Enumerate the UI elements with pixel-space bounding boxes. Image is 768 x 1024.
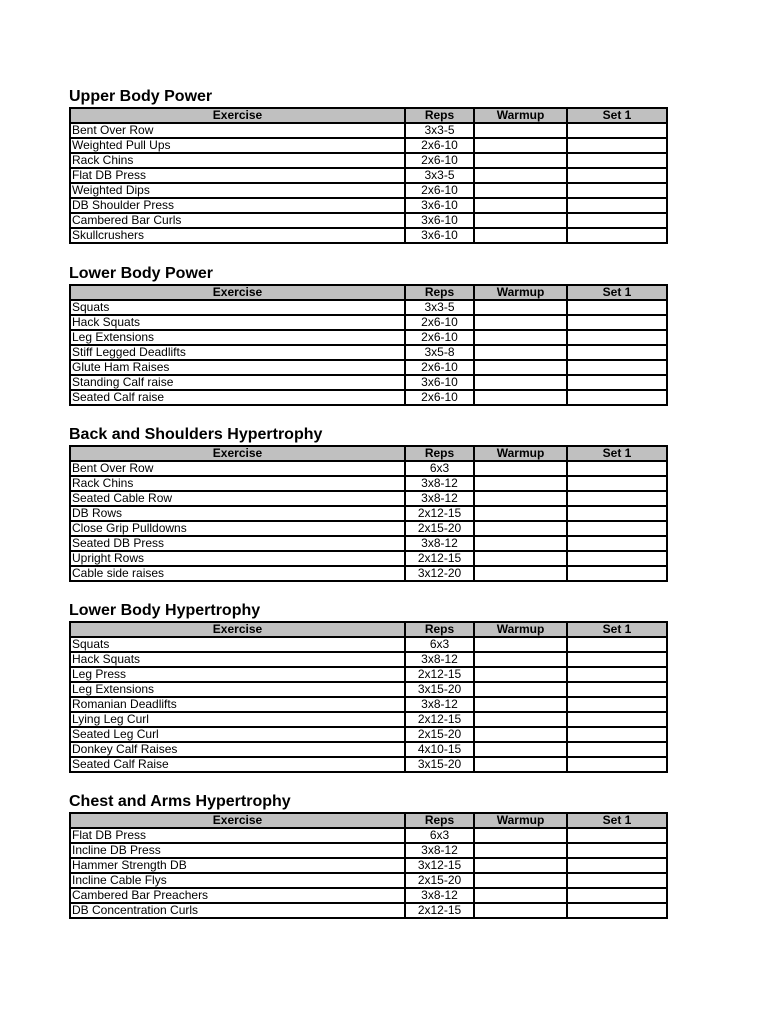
warmup-cell[interactable]: [474, 330, 567, 345]
warmup-cell[interactable]: [474, 300, 567, 315]
table-row: [70, 390, 667, 405]
warmup-cell[interactable]: [474, 521, 567, 536]
set-1-cell[interactable]: [567, 697, 667, 712]
table-row: [70, 667, 667, 682]
reps-cell: 3x8-12: [405, 491, 474, 506]
warmup-cell[interactable]: [474, 652, 567, 667]
set-1-cell[interactable]: [567, 300, 667, 315]
set-1-cell[interactable]: [567, 903, 667, 918]
exercise-cell: Seated Calf raise: [70, 390, 405, 405]
header-row: [70, 813, 667, 828]
reps-cell: 3x6-10: [405, 213, 474, 228]
reps-cell: 3x3-5: [405, 168, 474, 183]
header-reps: Reps: [405, 622, 474, 637]
set-1-cell[interactable]: [567, 491, 667, 506]
table-row: [70, 828, 667, 843]
exercise-cell: Squats: [70, 637, 405, 652]
set-1-cell[interactable]: [567, 476, 667, 491]
exercise-cell: Hack Squats: [70, 652, 405, 667]
exercise-cell: Lying Leg Curl: [70, 712, 405, 727]
reps-cell: 2x12-15: [405, 712, 474, 727]
header-reps: Reps: [405, 285, 474, 300]
warmup-cell[interactable]: [474, 888, 567, 903]
reps-cell: 2x6-10: [405, 330, 474, 345]
section-title: Lower Body Power: [69, 265, 214, 282]
table-row: [70, 712, 667, 727]
exercise-cell: Incline DB Press: [70, 843, 405, 858]
warmup-cell[interactable]: [474, 712, 567, 727]
section-title: Lower Body Hypertrophy: [69, 602, 261, 619]
exercise-cell: Standing Calf raise: [70, 375, 405, 390]
header-warmup: Warmup: [474, 622, 567, 637]
exercise-cell: Romanian Deadlifts: [70, 697, 405, 712]
set-1-cell[interactable]: [567, 330, 667, 345]
warmup-cell[interactable]: [474, 667, 567, 682]
set-1-cell[interactable]: [567, 375, 667, 390]
exercise-cell: Skullcrushers: [70, 228, 405, 243]
set-1-cell[interactable]: [567, 727, 667, 742]
reps-cell: 3x12-15: [405, 858, 474, 873]
reps-cell: 2x6-10: [405, 153, 474, 168]
warmup-cell[interactable]: [474, 551, 567, 566]
warmup-cell[interactable]: [474, 476, 567, 491]
exercise-cell: Seated Leg Curl: [70, 727, 405, 742]
section-title: Upper Body Power: [69, 88, 213, 105]
header-row: [70, 285, 667, 300]
exercise-cell: Squats: [70, 300, 405, 315]
section-back-and-shoulders-hypertrophy: [69, 425, 666, 582]
warmup-cell[interactable]: [474, 682, 567, 697]
table-row: [70, 168, 667, 183]
table-row: [70, 375, 667, 390]
warmup-cell[interactable]: [474, 843, 567, 858]
warmup-cell[interactable]: [474, 727, 567, 742]
header-row: [70, 622, 667, 637]
exercise-cell: DB Shoulder Press: [70, 198, 405, 213]
warmup-cell[interactable]: [474, 873, 567, 888]
set-1-cell[interactable]: [567, 360, 667, 375]
warmup-cell[interactable]: [474, 198, 567, 213]
reps-cell: 3x3-5: [405, 123, 474, 138]
set-1-cell[interactable]: [567, 566, 667, 581]
reps-cell: 2x15-20: [405, 727, 474, 742]
warmup-cell[interactable]: [474, 536, 567, 551]
exercise-cell: Cable side raises: [70, 566, 405, 581]
exercise-cell: DB Rows: [70, 506, 405, 521]
exercise-cell: Close Grip Pulldowns: [70, 521, 405, 536]
set-1-cell[interactable]: [567, 858, 667, 873]
reps-cell: 2x6-10: [405, 315, 474, 330]
exercise-cell: Leg Extensions: [70, 330, 405, 345]
section-upper-body-power: [69, 87, 666, 244]
set-1-cell[interactable]: [567, 536, 667, 551]
workout-table: [69, 107, 668, 244]
exercise-cell: Cambered Bar Curls: [70, 213, 405, 228]
reps-cell: 3x6-10: [405, 198, 474, 213]
exercise-cell: Incline Cable Flys: [70, 873, 405, 888]
reps-cell: 2x12-15: [405, 506, 474, 521]
reps-cell: 2x6-10: [405, 390, 474, 405]
exercise-cell: Weighted Pull Ups: [70, 138, 405, 153]
warmup-cell[interactable]: [474, 637, 567, 652]
reps-cell: 2x15-20: [405, 521, 474, 536]
table-row: [70, 757, 667, 772]
reps-cell: 4x10-15: [405, 742, 474, 757]
table-row: [70, 551, 667, 566]
warmup-cell[interactable]: [474, 858, 567, 873]
set-1-cell[interactable]: [567, 123, 667, 138]
header-exercise: Exercise: [70, 622, 405, 637]
exercise-cell: Rack Chins: [70, 476, 405, 491]
table-row: [70, 153, 667, 168]
table-row: [70, 506, 667, 521]
exercise-cell: Hack Squats: [70, 315, 405, 330]
table-row: [70, 360, 667, 375]
exercise-cell: Hammer Strength DB: [70, 858, 405, 873]
reps-cell: 3x8-12: [405, 888, 474, 903]
warmup-cell[interactable]: [474, 345, 567, 360]
reps-cell: 2x12-15: [405, 667, 474, 682]
workout-table: [69, 284, 668, 406]
table-row: [70, 566, 667, 581]
workout-table: [69, 812, 668, 919]
warmup-cell[interactable]: [474, 168, 567, 183]
set-1-cell[interactable]: [567, 315, 667, 330]
header-reps: Reps: [405, 813, 474, 828]
table-row: [70, 903, 667, 918]
table-row: [70, 476, 667, 491]
warmup-cell[interactable]: [474, 153, 567, 168]
reps-cell: 3x5-8: [405, 345, 474, 360]
set-1-cell[interactable]: [567, 506, 667, 521]
warmup-cell[interactable]: [474, 123, 567, 138]
table-row: [70, 858, 667, 873]
section-title: Back and Shoulders Hypertrophy: [69, 426, 323, 443]
set-1-cell[interactable]: [567, 228, 667, 243]
exercise-cell: Stiff Legged Deadlifts: [70, 345, 405, 360]
reps-cell: 2x12-15: [405, 551, 474, 566]
table-row: [70, 652, 667, 667]
warmup-cell[interactable]: [474, 566, 567, 581]
set-1-cell[interactable]: [567, 183, 667, 198]
header-set-1: Set 1: [567, 813, 667, 828]
set-1-cell[interactable]: [567, 461, 667, 476]
exercise-cell: Bent Over Row: [70, 461, 405, 476]
warmup-cell[interactable]: [474, 315, 567, 330]
reps-cell: 3x15-20: [405, 757, 474, 772]
set-1-cell[interactable]: [567, 712, 667, 727]
section-lower-body-power: [69, 264, 666, 406]
exercise-cell: Leg Extensions: [70, 682, 405, 697]
reps-cell: 2x6-10: [405, 183, 474, 198]
table-row: [70, 315, 667, 330]
workout-table: [69, 621, 668, 773]
reps-cell: 6x3: [405, 828, 474, 843]
warmup-cell[interactable]: [474, 390, 567, 405]
set-1-cell[interactable]: [567, 667, 667, 682]
set-1-cell[interactable]: [567, 390, 667, 405]
header-set-1: Set 1: [567, 622, 667, 637]
section-title: Chest and Arms Hypertrophy: [69, 793, 291, 810]
reps-cell: 3x6-10: [405, 228, 474, 243]
set-1-cell[interactable]: [567, 138, 667, 153]
warmup-cell[interactable]: [474, 903, 567, 918]
header-reps: Reps: [405, 108, 474, 123]
warmup-cell[interactable]: [474, 491, 567, 506]
set-1-cell[interactable]: [567, 828, 667, 843]
set-1-cell[interactable]: [567, 168, 667, 183]
set-1-cell[interactable]: [567, 757, 667, 772]
exercise-cell: Seated Calf Raise: [70, 757, 405, 772]
reps-cell: 3x15-20: [405, 682, 474, 697]
reps-cell: 3x3-5: [405, 300, 474, 315]
table-row: [70, 345, 667, 360]
set-1-cell[interactable]: [567, 198, 667, 213]
header-exercise: Exercise: [70, 108, 405, 123]
reps-cell: 3x8-12: [405, 697, 474, 712]
table-row: [70, 213, 667, 228]
table-row: [70, 198, 667, 213]
reps-cell: 3x8-12: [405, 843, 474, 858]
warmup-cell[interactable]: [474, 360, 567, 375]
reps-cell: 2x6-10: [405, 138, 474, 153]
header-reps: Reps: [405, 446, 474, 461]
table-row: [70, 888, 667, 903]
exercise-cell: Upright Rows: [70, 551, 405, 566]
table-row: [70, 536, 667, 551]
exercise-cell: Cambered Bar Preachers: [70, 888, 405, 903]
exercise-cell: Leg Press: [70, 667, 405, 682]
reps-cell: 3x6-10: [405, 375, 474, 390]
table-row: [70, 637, 667, 652]
set-1-cell[interactable]: [567, 873, 667, 888]
table-row: [70, 843, 667, 858]
reps-cell: 3x8-12: [405, 476, 474, 491]
warmup-cell[interactable]: [474, 742, 567, 757]
workout-table: [69, 445, 668, 582]
reps-cell: 3x8-12: [405, 652, 474, 667]
exercise-cell: Glute Ham Raises: [70, 360, 405, 375]
exercise-cell: Flat DB Press: [70, 828, 405, 843]
exercise-cell: Rack Chins: [70, 153, 405, 168]
set-1-cell[interactable]: [567, 153, 667, 168]
warmup-cell[interactable]: [474, 506, 567, 521]
table-row: [70, 123, 667, 138]
set-1-cell[interactable]: [567, 637, 667, 652]
warmup-cell[interactable]: [474, 213, 567, 228]
table-row: [70, 682, 667, 697]
set-1-cell[interactable]: [567, 213, 667, 228]
table-row: [70, 138, 667, 153]
header-row: [70, 446, 667, 461]
warmup-cell[interactable]: [474, 461, 567, 476]
table-row: [70, 697, 667, 712]
reps-cell: 6x3: [405, 461, 474, 476]
header-exercise: Exercise: [70, 446, 405, 461]
header-warmup: Warmup: [474, 446, 567, 461]
table-row: [70, 300, 667, 315]
table-row: [70, 461, 667, 476]
reps-cell: 2x12-15: [405, 903, 474, 918]
reps-cell: 2x15-20: [405, 873, 474, 888]
set-1-cell[interactable]: [567, 888, 667, 903]
table-row: [70, 521, 667, 536]
set-1-cell[interactable]: [567, 682, 667, 697]
header-row: [70, 108, 667, 123]
header-exercise: Exercise: [70, 285, 405, 300]
table-row: [70, 491, 667, 506]
header-warmup: Warmup: [474, 108, 567, 123]
table-row: [70, 183, 667, 198]
exercise-cell: Bent Over Row: [70, 123, 405, 138]
section-chest-and-arms-hypertrophy: [69, 792, 666, 919]
warmup-cell[interactable]: [474, 828, 567, 843]
exercise-cell: Flat DB Press: [70, 168, 405, 183]
warmup-cell[interactable]: [474, 697, 567, 712]
set-1-cell[interactable]: [567, 345, 667, 360]
table-row: [70, 873, 667, 888]
set-1-cell[interactable]: [567, 521, 667, 536]
header-exercise: Exercise: [70, 813, 405, 828]
warmup-cell[interactable]: [474, 183, 567, 198]
header-warmup: Warmup: [474, 285, 567, 300]
exercise-cell: DB Concentration Curls: [70, 903, 405, 918]
section-lower-body-hypertrophy: [69, 601, 666, 773]
table-row: [70, 228, 667, 243]
warmup-cell[interactable]: [474, 228, 567, 243]
set-1-cell[interactable]: [567, 652, 667, 667]
header-set-1: Set 1: [567, 108, 667, 123]
reps-cell: 6x3: [405, 637, 474, 652]
warmup-cell[interactable]: [474, 375, 567, 390]
reps-cell: 2x6-10: [405, 360, 474, 375]
warmup-cell[interactable]: [474, 138, 567, 153]
reps-cell: 3x12-20: [405, 566, 474, 581]
header-set-1: Set 1: [567, 285, 667, 300]
set-1-cell[interactable]: [567, 742, 667, 757]
exercise-cell: Seated Cable Row: [70, 491, 405, 506]
table-row: [70, 330, 667, 345]
exercise-cell: Donkey Calf Raises: [70, 742, 405, 757]
header-set-1: Set 1: [567, 446, 667, 461]
table-row: [70, 727, 667, 742]
header-warmup: Warmup: [474, 813, 567, 828]
set-1-cell[interactable]: [567, 843, 667, 858]
exercise-cell: Weighted Dips: [70, 183, 405, 198]
exercise-cell: Seated DB Press: [70, 536, 405, 551]
set-1-cell[interactable]: [567, 551, 667, 566]
table-row: [70, 742, 667, 757]
reps-cell: 3x8-12: [405, 536, 474, 551]
warmup-cell[interactable]: [474, 757, 567, 772]
